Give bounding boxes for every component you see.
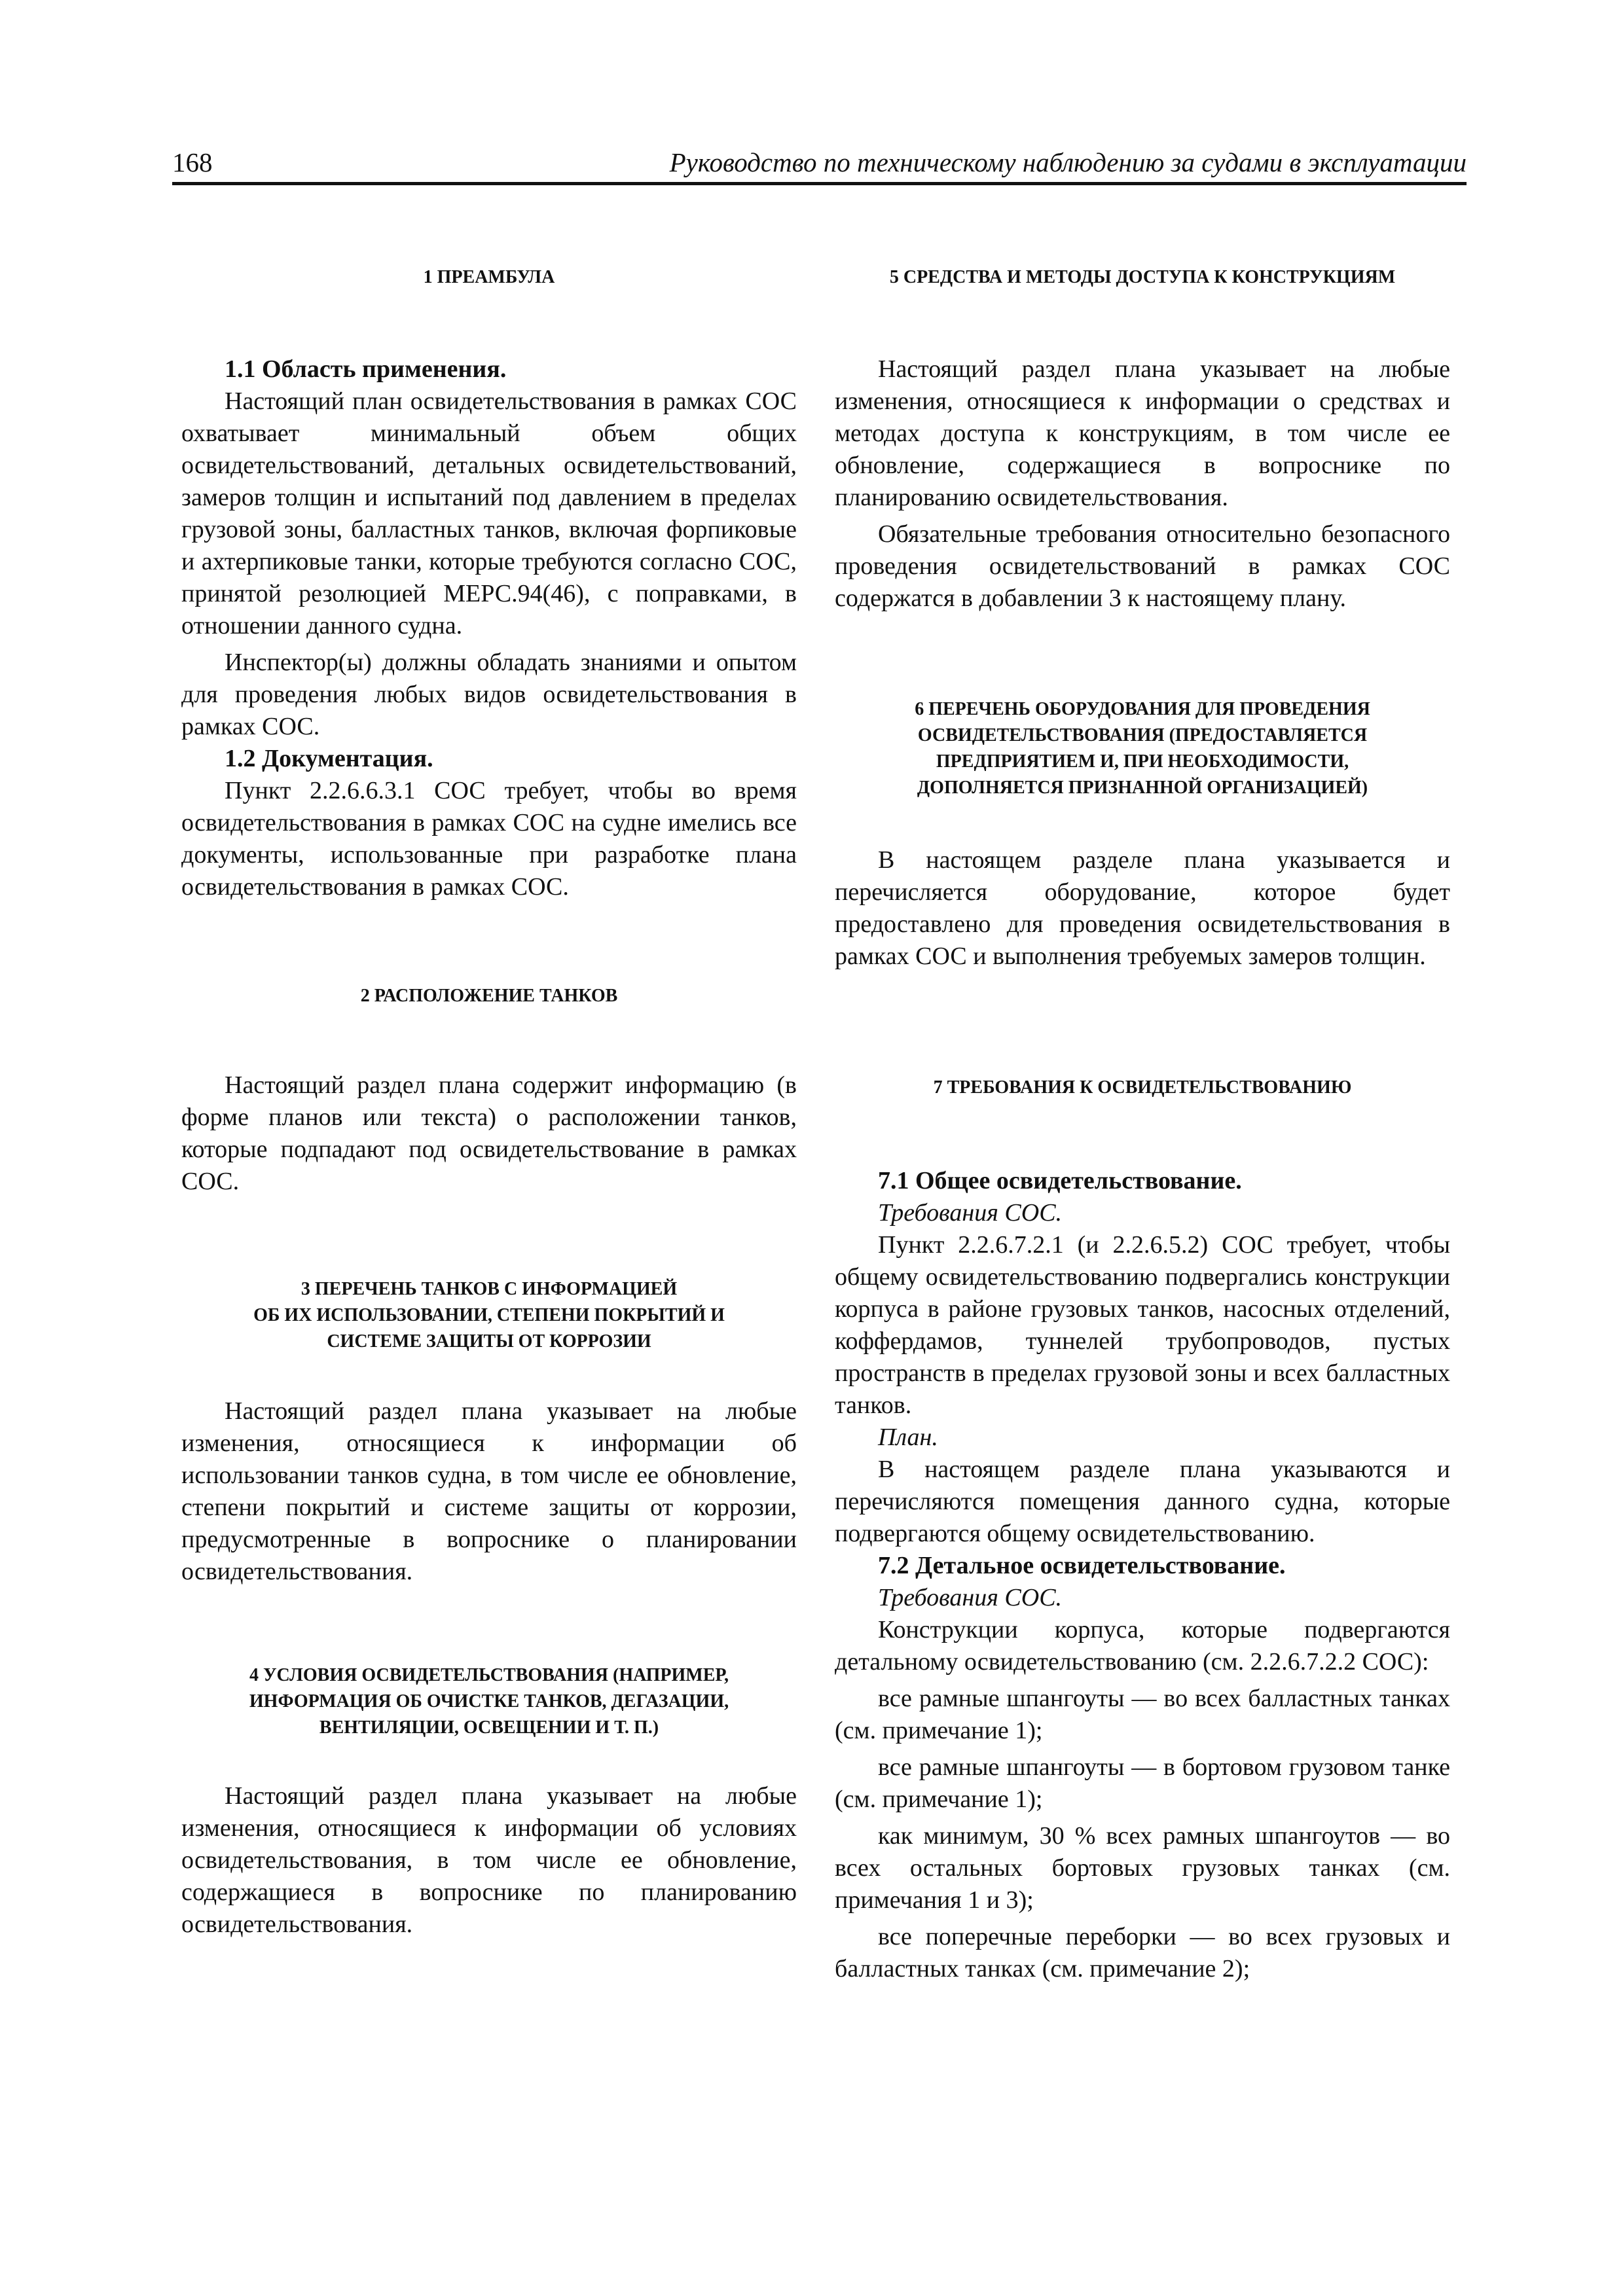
paragraph: Настоящий раздел плана указывает на любые изменения, относящиеся к информации о средствах и методах доступа к конструкциям, в том числе ее обновление, содержащиеся в вопроснике по планированию освидетельствования. — [835, 355, 1450, 511]
requirements-label: Требования СОС. — [878, 1584, 1063, 1611]
heading-line: 3 ПЕРЕЧЕНЬ ТАНКОВ С ИНФОРМАЦИЕЙ — [301, 1279, 678, 1299]
heading-line: ОБ ИХ ИСПОЛЬЗОВАНИИ, СТЕПЕНИ ПОКРЫТИЙ И — [253, 1305, 725, 1325]
running-title: Руководство по техническому наблюдению за судами в эксплуатации — [669, 147, 1467, 177]
paragraph: Настоящий раздел плана указывает на любые изменения, относящиеся к информации об условиях освидетельствования, в том числе ее обновление, содержащиеся в вопроснике по планированию освидетельствования. — [181, 1782, 797, 1938]
list-item: все поперечные переборки — во всех грузовых и балластных танках (см. примечание 2); — [835, 1923, 1450, 1982]
heading-line: ОСВИДЕТЕЛЬСТВОВАНИЯ (ПРЕДОСТАВЛЯЕТСЯ — [917, 725, 1368, 745]
section-7-body — [835, 1165, 1450, 1985]
heading-line: 6 ПЕРЕЧЕНЬ ОБОРУДОВАНИЯ ДЛЯ ПРОВЕДЕНИЯ — [915, 699, 1370, 719]
section-5-body — [835, 353, 1450, 615]
heading-line: ПРЕДПРИЯТИЕМ И, ПРИ НЕОБХОДИМОСТИ, — [936, 751, 1349, 772]
list-item: все рамные шпангоуты — в бортовом грузовом танке (см. примечание 1); — [835, 1753, 1450, 1813]
paragraph: Инспектор(ы) должны обладать знаниями и опытом для проведения любых видов освидетельствования в рамках СОС. — [181, 649, 797, 740]
section-6-body — [835, 844, 1450, 973]
section-5-heading: 5 СРЕДСТВА И МЕТОДЫ ДОСТУПА К КОНСТРУКЦИЯМ — [889, 267, 1396, 287]
list-item: как минимум, 30 % всех рамных шпангоутов — во всех остальных бортовых грузовых танках (см. примечания 1 и 3); — [835, 1822, 1450, 1914]
paragraph: Пункт 2.2.6.6.3.1 СОС требует, чтобы во время освидетельствования в рамках СОС на судне имелись все документы, использованные при разработке плана освидетельствования в рамках СОС. — [181, 777, 797, 901]
section-6-heading — [835, 696, 1450, 801]
page-number: 168 — [172, 147, 213, 177]
heading-line: 4 УСЛОВИЯ ОСВИДЕТЕЛЬСТВОВАНИЯ (НАПРИМЕР, — [249, 1665, 729, 1685]
list-item: все рамные шпангоуты — во всех балластных танках (см. примечание 1); — [835, 1685, 1450, 1744]
heading-line: ИНФОРМАЦИЯ ОБ ОЧИСТКЕ ТАНКОВ, ДЕГАЗАЦИИ, — [249, 1691, 729, 1712]
requirements-label: Требования СОС. — [878, 1199, 1063, 1227]
heading-line: ВЕНТИЛЯЦИИ, ОСВЕЩЕНИИ И Т. П.) — [319, 1717, 659, 1738]
paragraph: Конструкции корпуса, которые подвергаются детальному освидетельствованию (см. 2.2.6.7.2.2 СОС): — [835, 1616, 1450, 1676]
section-7-heading: 7 ТРЕБОВАНИЯ К ОСВИДЕТЕЛЬСТВОВАНИЮ — [933, 1077, 1352, 1098]
subsection-7-2-title: 7.2 Детальное освидетельствование. — [878, 1552, 1286, 1579]
section-4-body — [181, 1780, 797, 1941]
section-1-body — [181, 353, 797, 903]
heading-line: СИСТЕМЕ ЗАЩИТЫ ОТ КОРРОЗИИ — [327, 1331, 651, 1352]
subsection-1-1-title: 1.1 Область применения. — [225, 355, 507, 383]
paragraph: В настоящем разделе плана указывается и перечисляется оборудование, которое будет предоставлено для проведения освидетельствования в рамках СОС и выполнения требуемых замеров толщин. — [835, 846, 1450, 970]
section-2-heading: 2 РАСПОЛОЖЕНИЕ ТАНКОВ — [360, 986, 618, 1006]
section-2-body — [181, 1069, 797, 1198]
plan-label: План. — [878, 1424, 938, 1451]
section-3-heading — [181, 1276, 797, 1355]
paragraph: Настоящий план освидетельствования в рамках СОС охватывает минимальный объем общих освидетельствований, детальных освидетельствований, замеров толщин и испытаний под давлением в пределах грузовой зоны, балластных танков, включая форпиковые и ахтерпиковые танки, которые требуются согласно СОС, принятой резолюцией МЕРС.94(46), с поправками, в отношении данного судна. — [181, 387, 797, 639]
section-4-heading — [181, 1662, 797, 1741]
section-1-heading: 1 ПРЕАМБУЛА — [423, 267, 555, 287]
paragraph: Обязательные требования относительно безопасного проведения освидетельствований в рамках СОС содержатся в добавлении 3 к настоящему плану. — [835, 520, 1450, 612]
subsection-1-2-title: 1.2 Документация. — [225, 745, 433, 772]
paragraph: Настоящий раздел плана указывает на любые изменения, относящиеся к информации об использовании танков судна, в том числе ее обновление, степени покрытий и системе защиты от коррозии, предусмотренные в вопроснике о планировании освидетельствования. — [181, 1397, 797, 1585]
heading-line: ДОПОЛНЯЕТСЯ ПРИЗНАННОЙ ОРГАНИЗАЦИЕЙ) — [917, 778, 1368, 798]
subsection-7-1-title: 7.1 Общее освидетельствование. — [878, 1167, 1242, 1194]
paragraph: Настоящий раздел плана содержит информацию (в форме планов или текста) о расположении танков, которые подпадают под освидетельствование в рамках СОС. — [181, 1071, 797, 1195]
paragraph: В настоящем разделе плана указываются и перечисляются помещения данного судна, которые подвергаются общему освидетельствованию. — [835, 1456, 1450, 1547]
section-3-body — [181, 1395, 797, 1588]
running-header — [172, 145, 1467, 185]
paragraph: Пункт 2.2.6.7.2.1 (и 2.2.6.5.2) СОС требует, чтобы общему освидетельствованию подвергались конструкции корпуса в районе грузовых танков, насосных отделений, коффердамов, туннелей трубопроводов, пустых пространств в пределах грузовой зоны и всех балластных танков. — [835, 1231, 1450, 1419]
